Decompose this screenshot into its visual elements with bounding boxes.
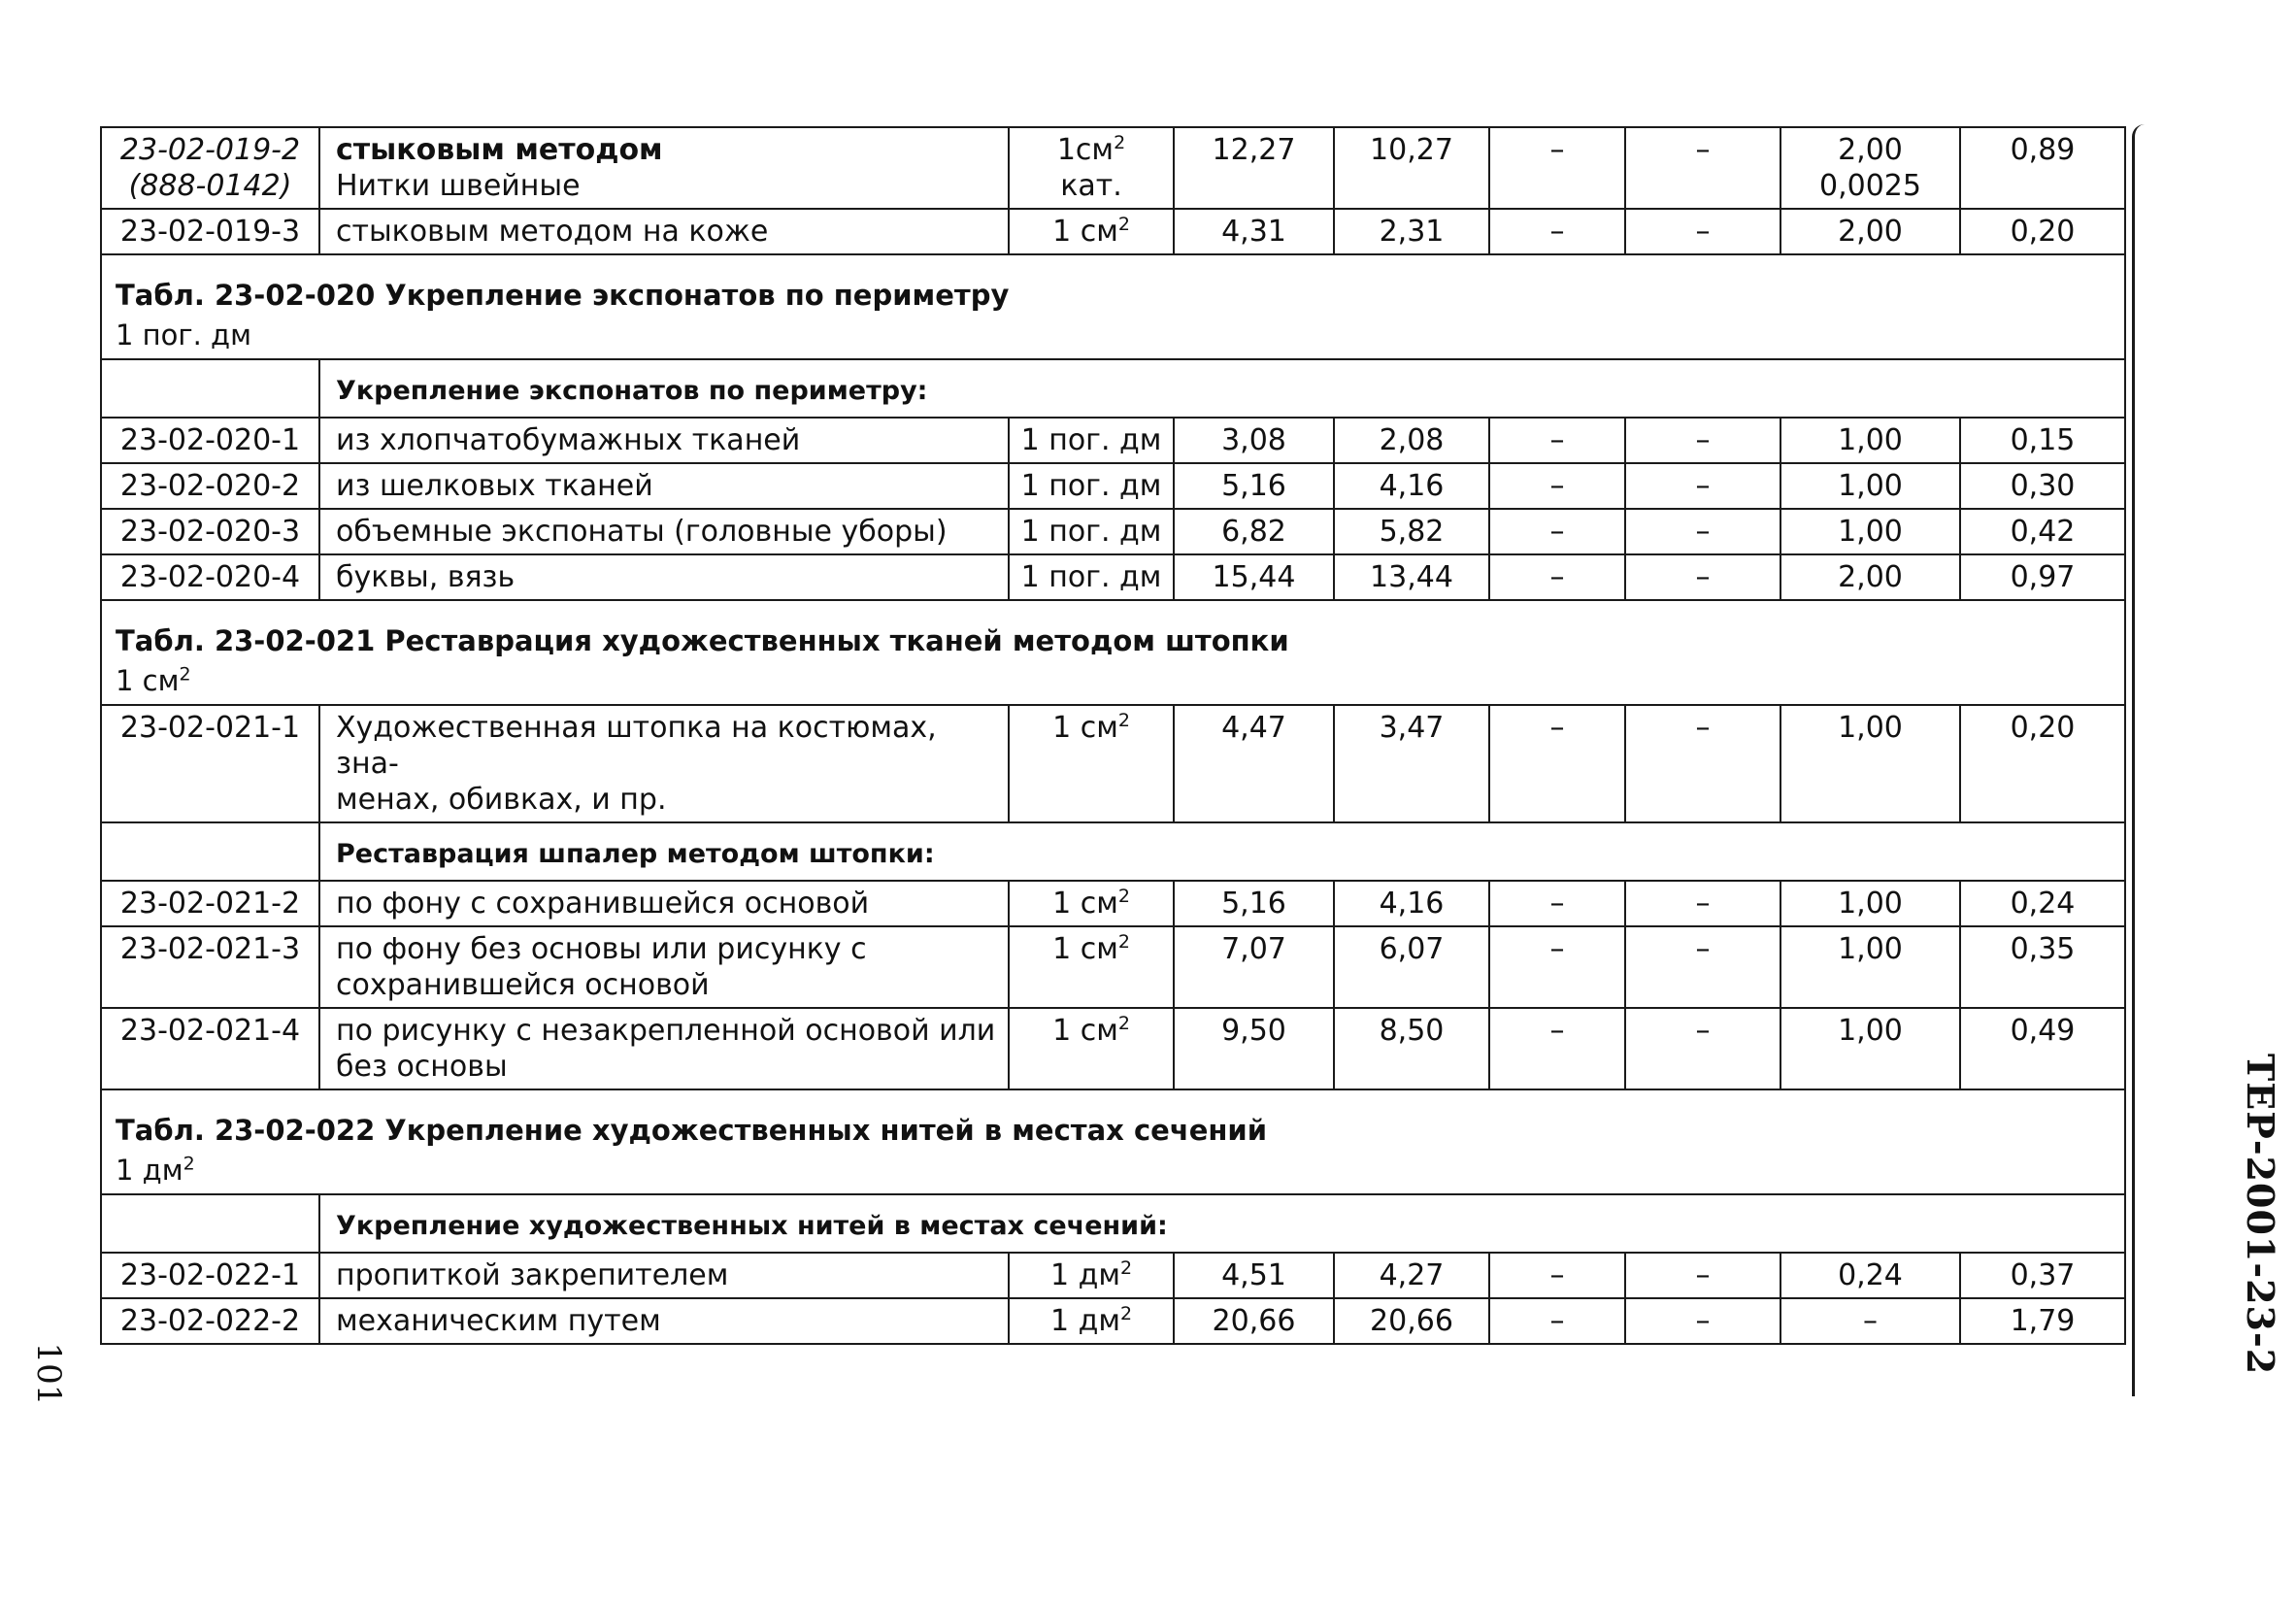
section-header [101, 1089, 2125, 1194]
value-cell: – [1489, 554, 1625, 600]
value-cell: 1,00 [1780, 1008, 1960, 1089]
table-row [101, 418, 2125, 463]
name-cell: по фону без основы или рисунку с сохранившейся основой [319, 926, 1009, 1008]
unit-cell: $1см^2$ кат. [1009, 127, 1174, 209]
value-cell: – [1489, 209, 1625, 254]
value-cell: – [1625, 1008, 1780, 1089]
code-cell: 23-02-020-4 [101, 554, 319, 600]
value-cell: 0,42 [1960, 509, 2125, 554]
section-title: Табл. 23-02-020 Укрепление экспонатов по периметру [116, 279, 1010, 312]
subheader-label: Реставрация шпалер методом штопки: [319, 822, 2125, 881]
value-cell: – [1625, 127, 1780, 209]
name-cell: механическим путем [319, 1298, 1009, 1344]
name-cell: стыковым методом Нитки швейные [319, 127, 1009, 209]
unit-cell: 1 пог. дм [1009, 554, 1174, 600]
value-cell: 1,00 [1780, 705, 1960, 822]
value-cell: 4,16 [1334, 881, 1489, 926]
name-cell: из хлопчатобумажных тканей [319, 418, 1009, 463]
value-cell: – [1489, 463, 1625, 509]
unit-cell: 1 $см^2$ [1009, 705, 1174, 822]
value-cell: 0,89 [1960, 127, 2125, 209]
subheader-row [101, 1194, 2125, 1253]
value-cell: 1,00 [1780, 463, 1960, 509]
binding-line [2132, 124, 2145, 1396]
value-cell: 0,37 [1960, 1253, 2125, 1298]
name-cell: по рисунку с незакрепленной основой или без основы [319, 1008, 1009, 1089]
code-cell: 23-02-019-3 [101, 209, 319, 254]
value-cell: 13,44 [1334, 554, 1489, 600]
value-cell: 0,20 [1960, 705, 2125, 822]
value-cell: – [1625, 1253, 1780, 1298]
code-cell: 23-02-021-2 [101, 881, 319, 926]
table-row [101, 554, 2125, 600]
value-cell: – [1489, 1298, 1625, 1344]
value-cell: 3,08 [1174, 418, 1334, 463]
code-cell: 23-02-021-4 [101, 1008, 319, 1089]
section-header [101, 600, 2125, 705]
value-cell: 1,00 [1780, 509, 1960, 554]
table-row [101, 209, 2125, 254]
value-cell: 2,00 [1780, 209, 1960, 254]
value-cell: 0,49 [1960, 1008, 2125, 1089]
value-cell: 0,97 [1960, 554, 2125, 600]
value-cell: – [1489, 418, 1625, 463]
value-cell: 20,66 [1174, 1298, 1334, 1344]
code-cell: 23-02-022-2 [101, 1298, 319, 1344]
section-title: Табл. 23-02-021 Реставрация художественных тканей методом штопки [116, 624, 1289, 657]
unit-cell: 1 $дм^2$ [1009, 1253, 1174, 1298]
code-cell: 23-02-022-1 [101, 1253, 319, 1298]
value-cell: – [1625, 926, 1780, 1008]
document-code: ТЕР-2001-23-2 [2239, 1054, 2282, 1376]
name-cell: Художественная штопка на костюмах, зна- менах, обивках, и пр. [319, 705, 1009, 822]
value-cell: 0,24 [1960, 881, 2125, 926]
unit-cell: 1 $см^2$ [1009, 209, 1174, 254]
section-unit: 1 $см^2$ [116, 663, 191, 697]
name-cell: из шелковых тканей [319, 463, 1009, 509]
value-cell: 1,79 [1960, 1298, 2125, 1344]
value-cell: – [1489, 509, 1625, 554]
unit-cell: 1 пог. дм [1009, 463, 1174, 509]
section-header [101, 254, 2125, 359]
unit-cell: 1 $см^2$ [1009, 1008, 1174, 1089]
table-row [101, 127, 2125, 209]
table-row [101, 926, 2125, 1008]
subheader-label: Укрепление экспонатов по периметру: [319, 359, 2125, 418]
value-cell: 7,07 [1174, 926, 1334, 1008]
value-cell: – [1625, 1298, 1780, 1344]
subheader-label: Укрепление художественных нитей в местах сечений: [319, 1194, 2125, 1253]
value-cell: 2,00 [1780, 554, 1960, 600]
rates-table [100, 126, 2126, 1345]
unit-cell: 1 пог. дм [1009, 509, 1174, 554]
value-cell: 6,82 [1174, 509, 1334, 554]
name-cell: объемные экспонаты (головные уборы) [319, 509, 1009, 554]
value-cell: 10,27 [1334, 127, 1489, 209]
page-number: 101 [29, 1342, 68, 1406]
subheader-row [101, 359, 2125, 418]
table-row [101, 463, 2125, 509]
value-cell: – [1625, 554, 1780, 600]
table-row [101, 881, 2125, 926]
value-cell: – [1489, 881, 1625, 926]
value-cell: 1,00 [1780, 418, 1960, 463]
value-cell: 15,44 [1174, 554, 1334, 600]
table-row [101, 509, 2125, 554]
code-cell: 23-02-021-3 [101, 926, 319, 1008]
table-row [101, 1298, 2125, 1344]
code-cell: 23-02-020-1 [101, 418, 319, 463]
value-cell: 2,08 [1334, 418, 1489, 463]
value-cell: 1,00 [1780, 926, 1960, 1008]
unit-cell: 1 $см^2$ [1009, 881, 1174, 926]
section-unit: 1 $дм^2$ [116, 1153, 195, 1187]
value-cell: – [1625, 463, 1780, 509]
value-cell: 5,16 [1174, 881, 1334, 926]
value-cell: – [1489, 127, 1625, 209]
value-cell: – [1625, 209, 1780, 254]
value-cell: 4,27 [1334, 1253, 1489, 1298]
table-row [101, 1008, 2125, 1089]
section-unit: 1 пог. дм [116, 318, 251, 352]
value-cell: 0,35 [1960, 926, 2125, 1008]
section-title: Табл. 23-02-022 Укрепление художественных нитей в местах сечений [116, 1114, 1268, 1147]
value-cell: – [1625, 705, 1780, 822]
code-cell: 23-02-019-2 (888-0142) [101, 127, 319, 209]
value-cell: 0,24 [1780, 1253, 1960, 1298]
value-cell: 4,51 [1174, 1253, 1334, 1298]
value-cell: 0,20 [1960, 209, 2125, 254]
value-cell: 0,30 [1960, 463, 2125, 509]
value-cell: 3,47 [1334, 705, 1489, 822]
unit-cell: 1 $см^2$ [1009, 926, 1174, 1008]
value-cell: 5,16 [1174, 463, 1334, 509]
value-cell: 2,00 0,0025 [1780, 127, 1960, 209]
value-cell: 6,07 [1334, 926, 1489, 1008]
subheader-row [101, 822, 2125, 881]
value-cell: – [1489, 1008, 1625, 1089]
value-cell: 1,00 [1780, 881, 1960, 926]
unit-cell: 1 пог. дм [1009, 418, 1174, 463]
value-cell: 9,50 [1174, 1008, 1334, 1089]
table-row [101, 705, 2125, 822]
value-cell: – [1625, 881, 1780, 926]
value-cell: 4,31 [1174, 209, 1334, 254]
value-cell: – [1625, 418, 1780, 463]
value-cell: – [1489, 705, 1625, 822]
code-cell: 23-02-021-1 [101, 705, 319, 822]
name-cell: пропиткой закрепителем [319, 1253, 1009, 1298]
value-cell: – [1625, 509, 1780, 554]
value-cell: 0,15 [1960, 418, 2125, 463]
value-cell: 8,50 [1334, 1008, 1489, 1089]
unit-cell: 1 $дм^2$ [1009, 1298, 1174, 1344]
value-cell: 4,16 [1334, 463, 1489, 509]
value-cell: – [1489, 926, 1625, 1008]
value-cell: 20,66 [1334, 1298, 1489, 1344]
value-cell: 2,31 [1334, 209, 1489, 254]
name-cell: буквы, вязь [319, 554, 1009, 600]
table-row [101, 1253, 2125, 1298]
value-cell: 4,47 [1174, 705, 1334, 822]
name-cell: по фону с сохранившейся основой [319, 881, 1009, 926]
name-cell: стыковым методом на коже [319, 209, 1009, 254]
value-cell: – [1489, 1253, 1625, 1298]
code-cell: 23-02-020-2 [101, 463, 319, 509]
value-cell: 12,27 [1174, 127, 1334, 209]
value-cell: – [1780, 1298, 1960, 1344]
value-cell: 5,82 [1334, 509, 1489, 554]
code-cell: 23-02-020-3 [101, 509, 319, 554]
